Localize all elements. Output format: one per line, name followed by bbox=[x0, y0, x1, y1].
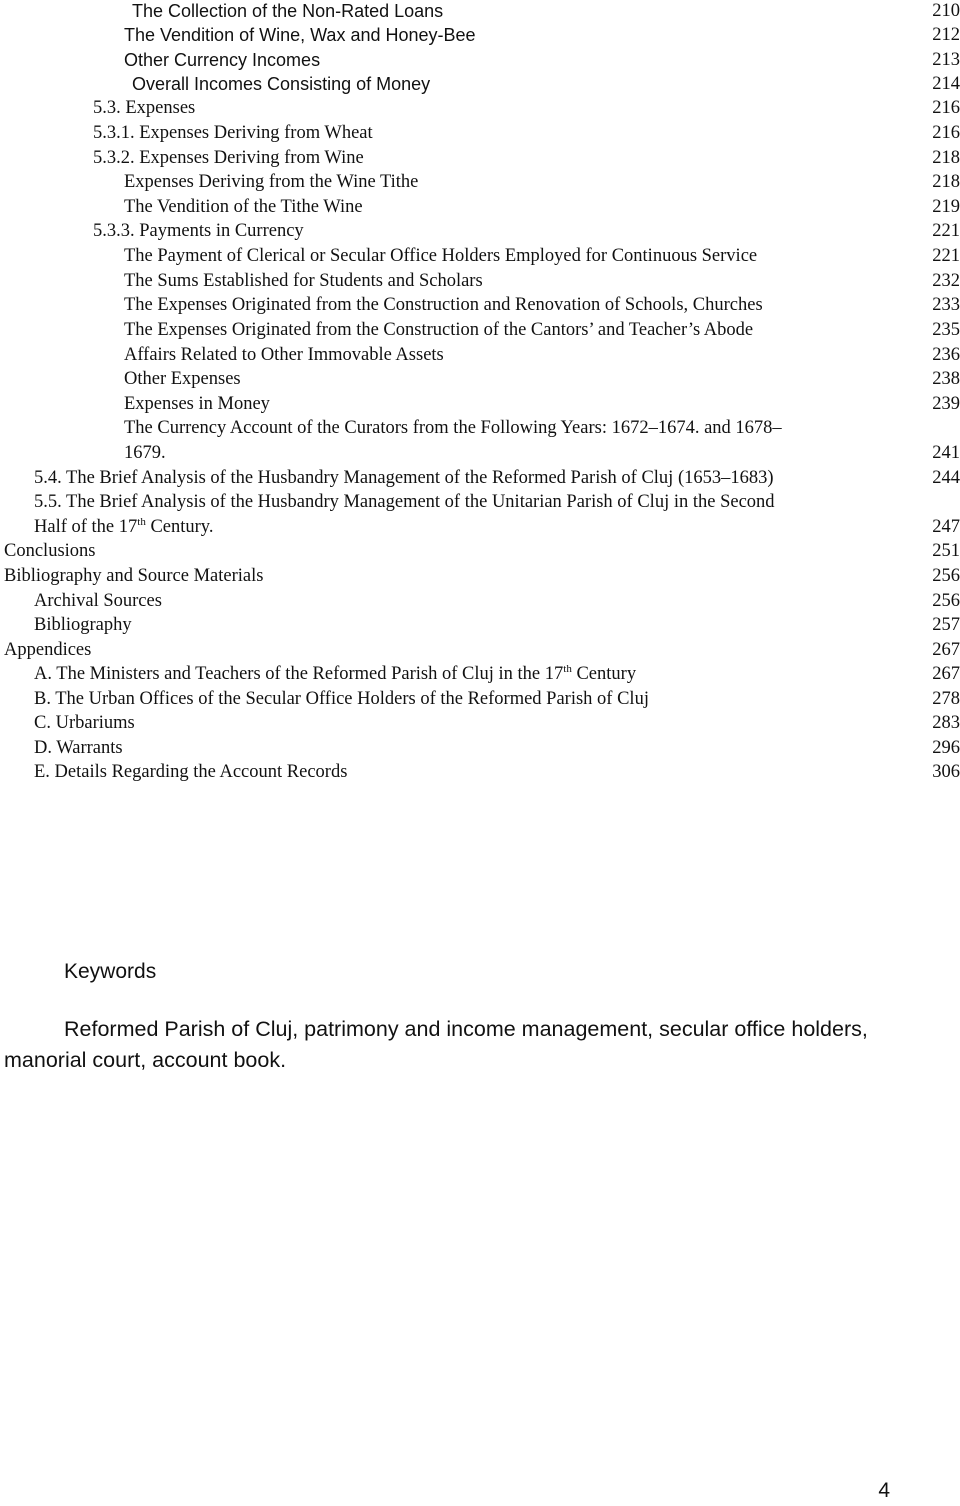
toc-entry-title-text: Appendices bbox=[4, 640, 92, 660]
toc-entry bbox=[0, 146, 960, 170]
toc-entry-title bbox=[34, 687, 649, 711]
page-number: 4 bbox=[878, 1479, 890, 1502]
ordinal-superscript: th bbox=[563, 663, 572, 675]
toc-entry-title bbox=[124, 416, 782, 440]
toc-entry-title-text: 5.4. The Brief Analysis of the Husbandry Management of the Reformed Parish of Cluj (1653–1683) bbox=[34, 468, 774, 488]
toc-entry-title-suffix: Century bbox=[571, 664, 637, 684]
toc-entry-title-text: Bibliography and Source Materials bbox=[4, 566, 264, 586]
toc-entry bbox=[0, 711, 960, 735]
toc-entry bbox=[0, 219, 960, 243]
toc-entry-page: 219 bbox=[932, 197, 960, 217]
toc-entry bbox=[0, 736, 960, 760]
toc-entry bbox=[0, 490, 960, 514]
toc-entry-page: 247 bbox=[932, 517, 960, 537]
toc-entry-title-text: C. Urbariums bbox=[34, 713, 135, 733]
toc-entry bbox=[0, 48, 960, 72]
toc-entry bbox=[0, 760, 960, 784]
toc-entry-title bbox=[93, 121, 373, 145]
toc-entry-page: 232 bbox=[932, 271, 960, 291]
toc-entry-title bbox=[34, 662, 636, 686]
toc-entry bbox=[0, 72, 960, 96]
toc-entry-page: 256 bbox=[932, 591, 960, 611]
toc-entry bbox=[0, 539, 960, 563]
toc-entry-title bbox=[132, 0, 443, 23]
toc-entry-page: 221 bbox=[932, 221, 960, 241]
toc-entry-title-text: 1679. bbox=[124, 443, 166, 463]
toc-entry bbox=[0, 96, 960, 120]
toc-entry-title-suffix: Century. bbox=[145, 517, 214, 537]
toc-entry-page: 244 bbox=[932, 468, 960, 488]
toc-entry-page: 210 bbox=[932, 1, 960, 21]
toc-entry-title-text: 5.3. Expenses bbox=[93, 98, 196, 118]
toc-entry bbox=[0, 318, 960, 342]
toc-entry bbox=[0, 687, 960, 711]
toc-entry-title-text: Bibliography bbox=[34, 615, 132, 635]
toc-entry bbox=[0, 293, 960, 317]
toc-entry-title bbox=[93, 146, 364, 170]
toc-entry-title-text: 5.3.3. Payments in Currency bbox=[93, 221, 304, 241]
toc-entry-title bbox=[34, 613, 132, 637]
toc-entry-title-text: Half of the 17 bbox=[34, 517, 138, 537]
toc-entry-title-text: The Payment of Clerical or Secular Office Holders Employed for Continuous Service bbox=[124, 246, 758, 266]
toc-entry-page: 216 bbox=[932, 98, 960, 118]
toc-entry bbox=[0, 392, 960, 416]
toc-entry-title-text: The Expenses Originated from the Construction and Renovation of Schools, Churches bbox=[124, 295, 763, 315]
toc-entry bbox=[0, 589, 960, 613]
toc-entry-page: 267 bbox=[932, 640, 960, 660]
toc-entry-title bbox=[124, 367, 241, 391]
keywords-text: Reformed Parish of Cluj, patrimony and income management, secular office holders, manorial court, account book. bbox=[4, 1017, 868, 1072]
toc-entry-title bbox=[124, 441, 166, 465]
ordinal-superscript: th bbox=[137, 516, 146, 528]
toc-entry bbox=[0, 466, 960, 490]
toc-entry bbox=[0, 343, 960, 367]
toc-entry bbox=[0, 515, 960, 539]
toc-entry-title-text: 5.3.2. Expenses Deriving from Wine bbox=[93, 148, 364, 168]
toc-entry-title bbox=[124, 170, 418, 194]
toc-entry bbox=[0, 0, 960, 23]
toc-entry-title-text: A. The Ministers and Teachers of the Reformed Parish of Cluj in the 17 bbox=[34, 664, 564, 684]
toc-entry bbox=[0, 269, 960, 293]
toc-entry-page: 267 bbox=[932, 664, 960, 684]
toc-entry-title bbox=[124, 269, 483, 293]
toc-entry-page: 235 bbox=[932, 320, 960, 340]
toc-entry-title-text: Overall Incomes Consisting of Money bbox=[132, 74, 431, 94]
toc-entry-title-text: The Vendition of Wine, Wax and Honey-Bee bbox=[124, 25, 476, 45]
toc-entry-title bbox=[34, 711, 135, 735]
toc-entry-page: 238 bbox=[932, 369, 960, 389]
toc-entry-page: 212 bbox=[932, 25, 960, 45]
toc-entry bbox=[0, 195, 960, 219]
toc-entry bbox=[0, 367, 960, 391]
toc-entry-page: 283 bbox=[932, 713, 960, 733]
toc-entry-page: 221 bbox=[932, 246, 960, 266]
toc-entry-page: 214 bbox=[932, 74, 960, 94]
toc-entry-title-text: 5.5. The Brief Analysis of the Husbandry Management of the Unitarian Parish of Cluj in the Second bbox=[34, 492, 775, 512]
keywords-heading: Keywords bbox=[64, 960, 157, 983]
toc-entry-page: 278 bbox=[932, 689, 960, 709]
toc-entry bbox=[0, 23, 960, 47]
toc-entry bbox=[0, 170, 960, 194]
toc-entry-title-text: Expenses Deriving from the Wine Tithe bbox=[124, 172, 419, 192]
toc-entry-title bbox=[4, 539, 95, 563]
toc-entry-title bbox=[34, 589, 162, 613]
toc-entry-title bbox=[4, 564, 263, 588]
toc-entry-page: 306 bbox=[932, 762, 960, 782]
toc-entry-title bbox=[124, 195, 363, 219]
toc-entry-title bbox=[93, 96, 195, 120]
toc-entry-page: 233 bbox=[932, 295, 960, 315]
toc-entry-title-text: Conclusions bbox=[4, 541, 96, 561]
toc-entry-title bbox=[132, 72, 430, 96]
toc-entry-title-text: Archival Sources bbox=[34, 591, 162, 611]
toc-entry-title bbox=[124, 343, 444, 367]
toc-entry-title-text: Affairs Related to Other Immovable Assets bbox=[124, 345, 444, 365]
toc-entry-page: 241 bbox=[932, 443, 960, 463]
toc-entry bbox=[0, 564, 960, 588]
toc-entry bbox=[0, 121, 960, 145]
toc-entry-title bbox=[34, 515, 213, 539]
toc-entry bbox=[0, 244, 960, 268]
toc-entry-title-text: D. Warrants bbox=[34, 738, 123, 758]
toc-entry-page: 257 bbox=[932, 615, 960, 635]
toc-entry-title bbox=[124, 392, 270, 416]
toc-entry-title-text: B. The Urban Offices of the Secular Office Holders of the Reformed Parish of Cluj bbox=[34, 689, 649, 709]
toc-entry-page: 239 bbox=[932, 394, 960, 414]
toc-entry-title bbox=[124, 48, 320, 72]
toc-entry-title-text: Other Expenses bbox=[124, 369, 241, 389]
toc-entry-page: 218 bbox=[932, 172, 960, 192]
toc-entry-page: 251 bbox=[932, 541, 960, 561]
toc-entry-title bbox=[124, 293, 763, 317]
toc-entry-title-text: Expenses in Money bbox=[124, 394, 270, 414]
toc-entry-title bbox=[34, 760, 347, 784]
toc-entry-page: 296 bbox=[932, 738, 960, 758]
toc-entry-page: 216 bbox=[932, 123, 960, 143]
toc-entry-title-text: The Sums Established for Students and Scholars bbox=[124, 271, 483, 291]
toc-entry-title bbox=[124, 244, 757, 268]
toc-entry-page: 218 bbox=[932, 148, 960, 168]
toc-entry-title bbox=[124, 318, 753, 342]
toc-entry-title-text: E. Details Regarding the Account Records bbox=[34, 762, 348, 782]
toc-entry-title bbox=[34, 466, 774, 490]
toc-entry-title-text: The Vendition of the Tithe Wine bbox=[124, 197, 363, 217]
toc-entry-title bbox=[124, 23, 476, 47]
toc-entry-title-text: The Expenses Originated from the Construction of the Cantors’ and Teacher’s Abode bbox=[124, 320, 754, 340]
toc-entry-page: 213 bbox=[932, 50, 960, 70]
toc-entry-page: 256 bbox=[932, 566, 960, 586]
toc-entry-title-text: Other Currency Incomes bbox=[124, 50, 321, 70]
toc-entry-title-text: The Currency Account of the Curators from the Following Years: 1672–1674. and 1678– bbox=[124, 418, 782, 438]
toc-entry-title bbox=[4, 638, 91, 662]
toc-entry bbox=[0, 638, 960, 662]
toc-entry-title bbox=[93, 219, 304, 243]
toc-entry-title bbox=[34, 736, 123, 760]
toc-entry-title-text: 5.3.1. Expenses Deriving from Wheat bbox=[93, 123, 373, 143]
toc-entry bbox=[0, 662, 960, 686]
toc-entry bbox=[0, 613, 960, 637]
toc-entry bbox=[0, 416, 960, 440]
toc-entry-title-text: The Collection of the Non-Rated Loans bbox=[132, 1, 444, 21]
toc-entry-title bbox=[34, 490, 775, 514]
toc-entry-page: 236 bbox=[932, 345, 960, 365]
toc-entry bbox=[0, 441, 960, 465]
